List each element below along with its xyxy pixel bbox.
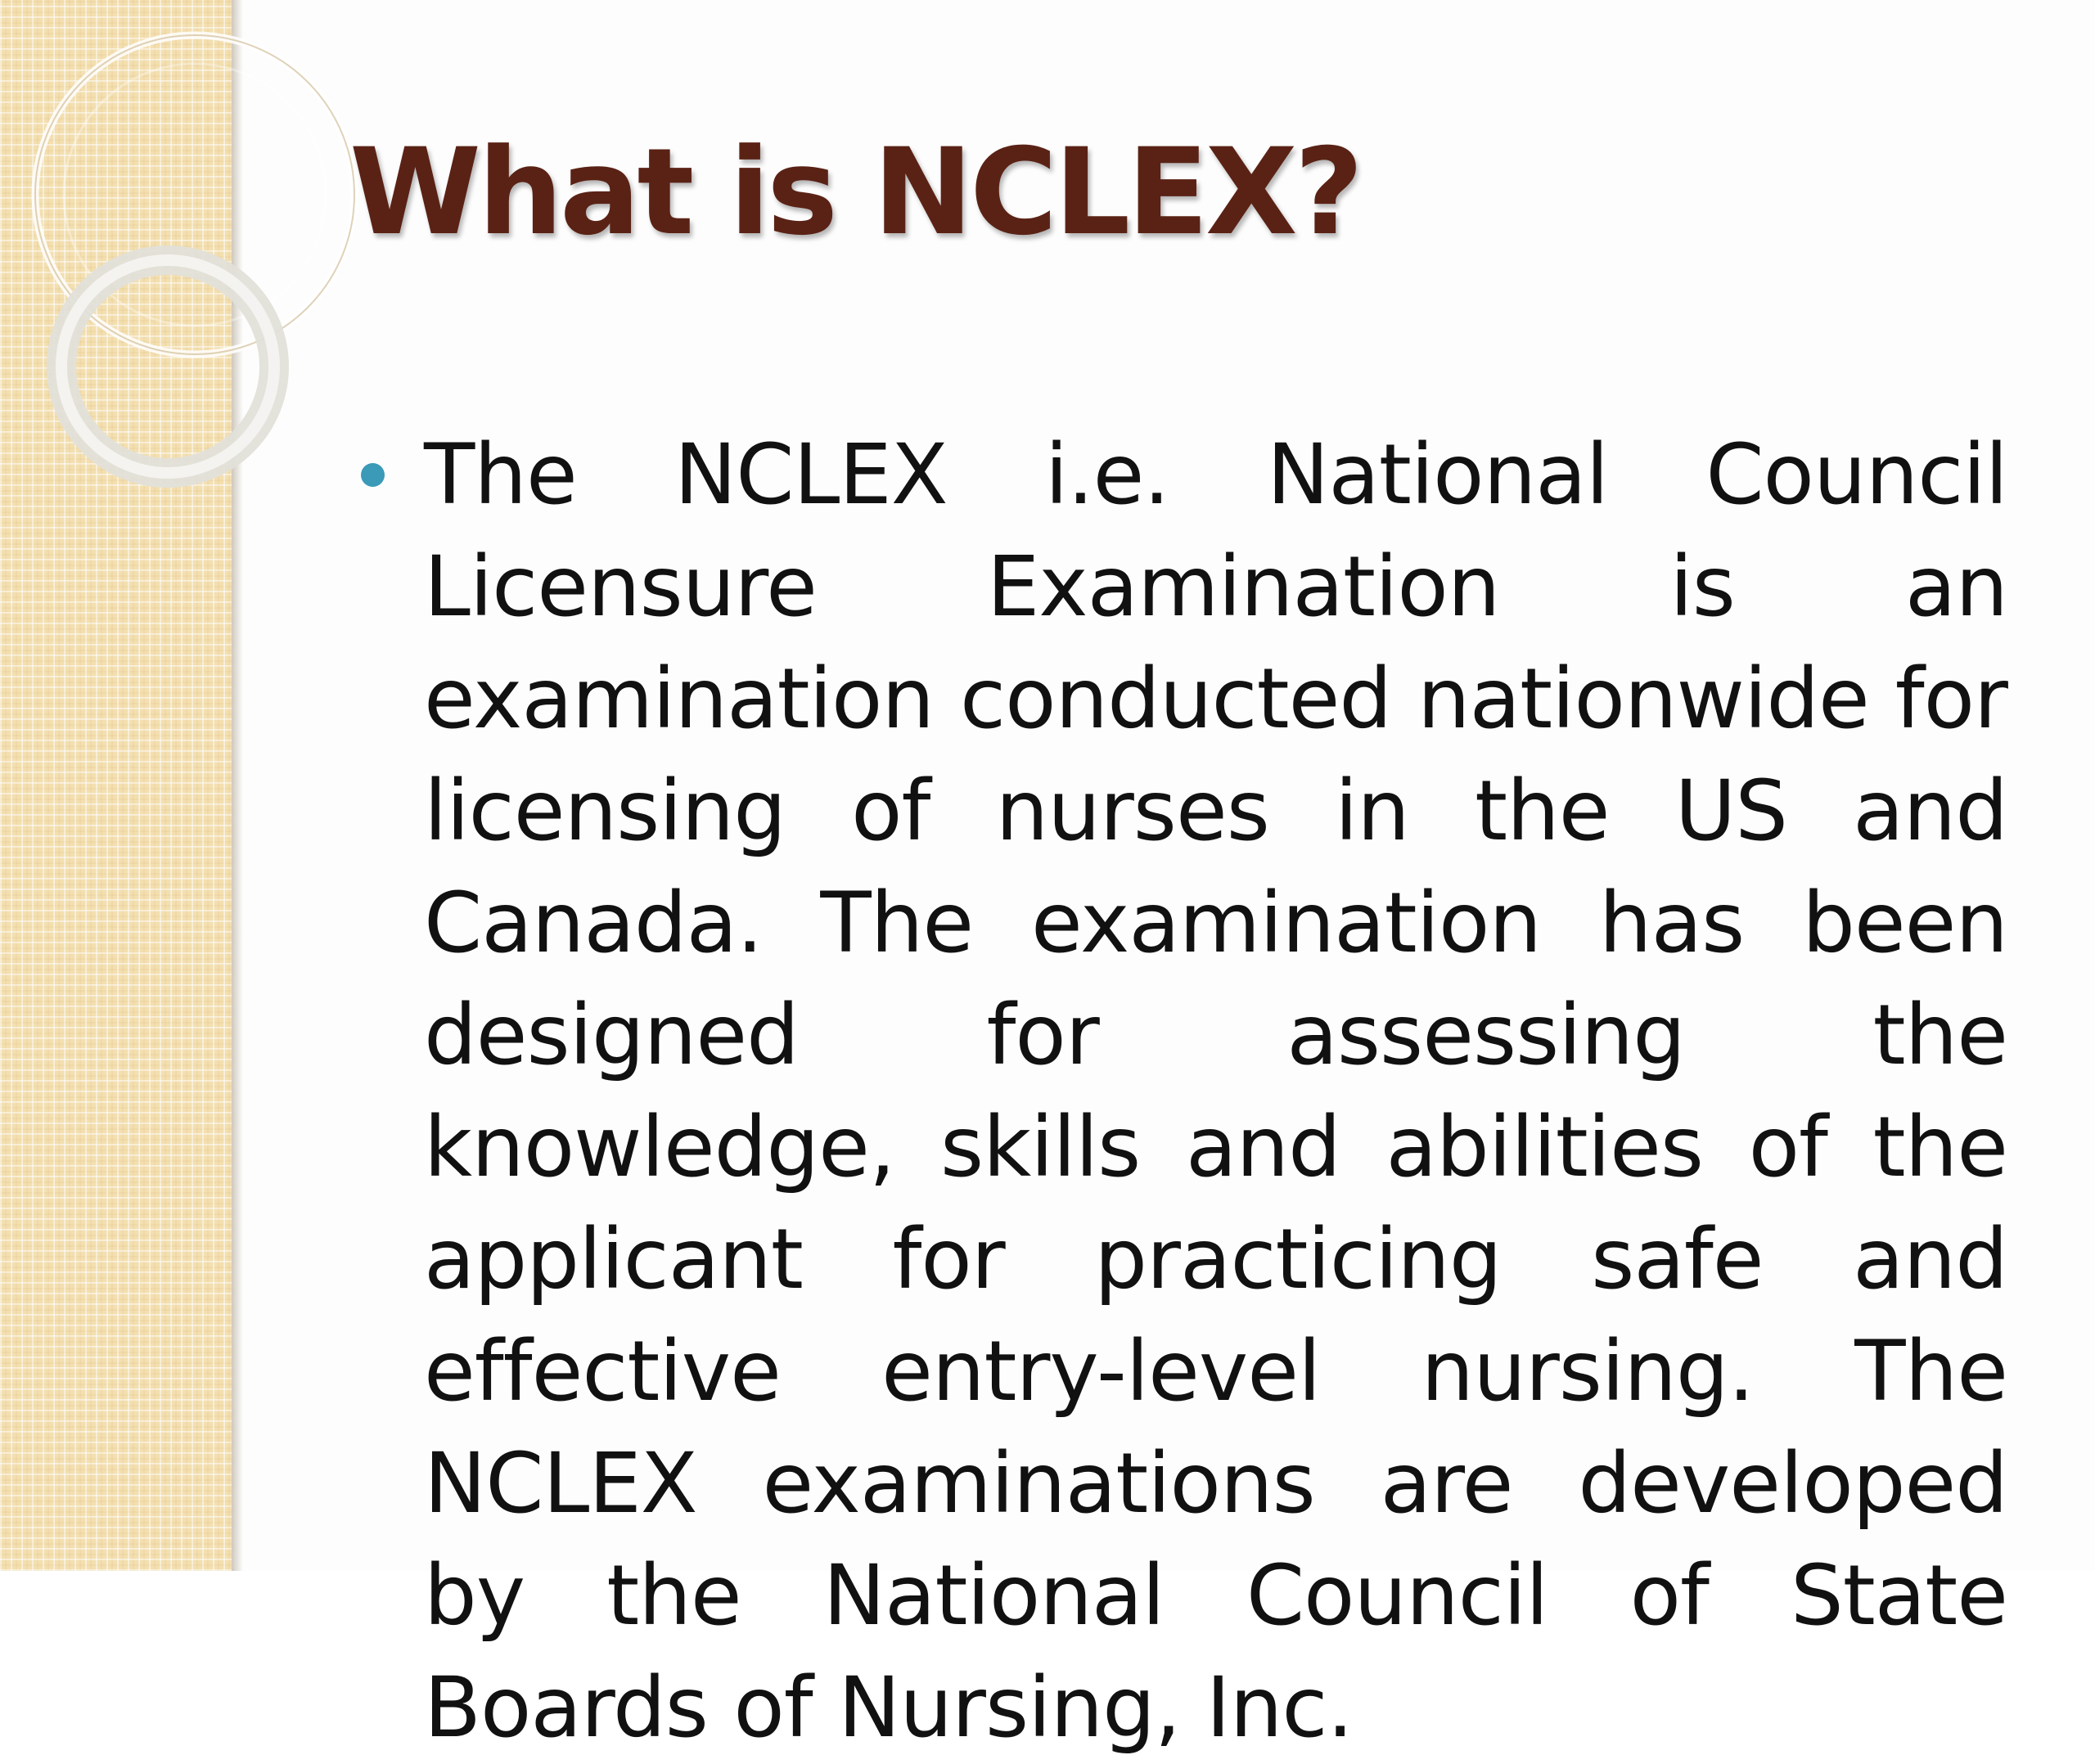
decorative-rings (0, 0, 246, 524)
bullet-list (358, 419, 2007, 1764)
bullet-item (358, 419, 2007, 1764)
slide-title: What is NCLEX? (349, 123, 1361, 262)
bullet-dot-icon (361, 463, 385, 487)
bullet-text: The NCLEX i.e. National Council Licensure Examination is an examination conducted nationwide for licensing of nurses in the US and Canada. The examination has been designed for assessing the knowledge, skills and abilities of the applicant for practicing safe and effective entry-level nursing. The NCLEX examinations are developed by the National Council of State Boards of Nursing, Inc. (424, 426, 2007, 1757)
